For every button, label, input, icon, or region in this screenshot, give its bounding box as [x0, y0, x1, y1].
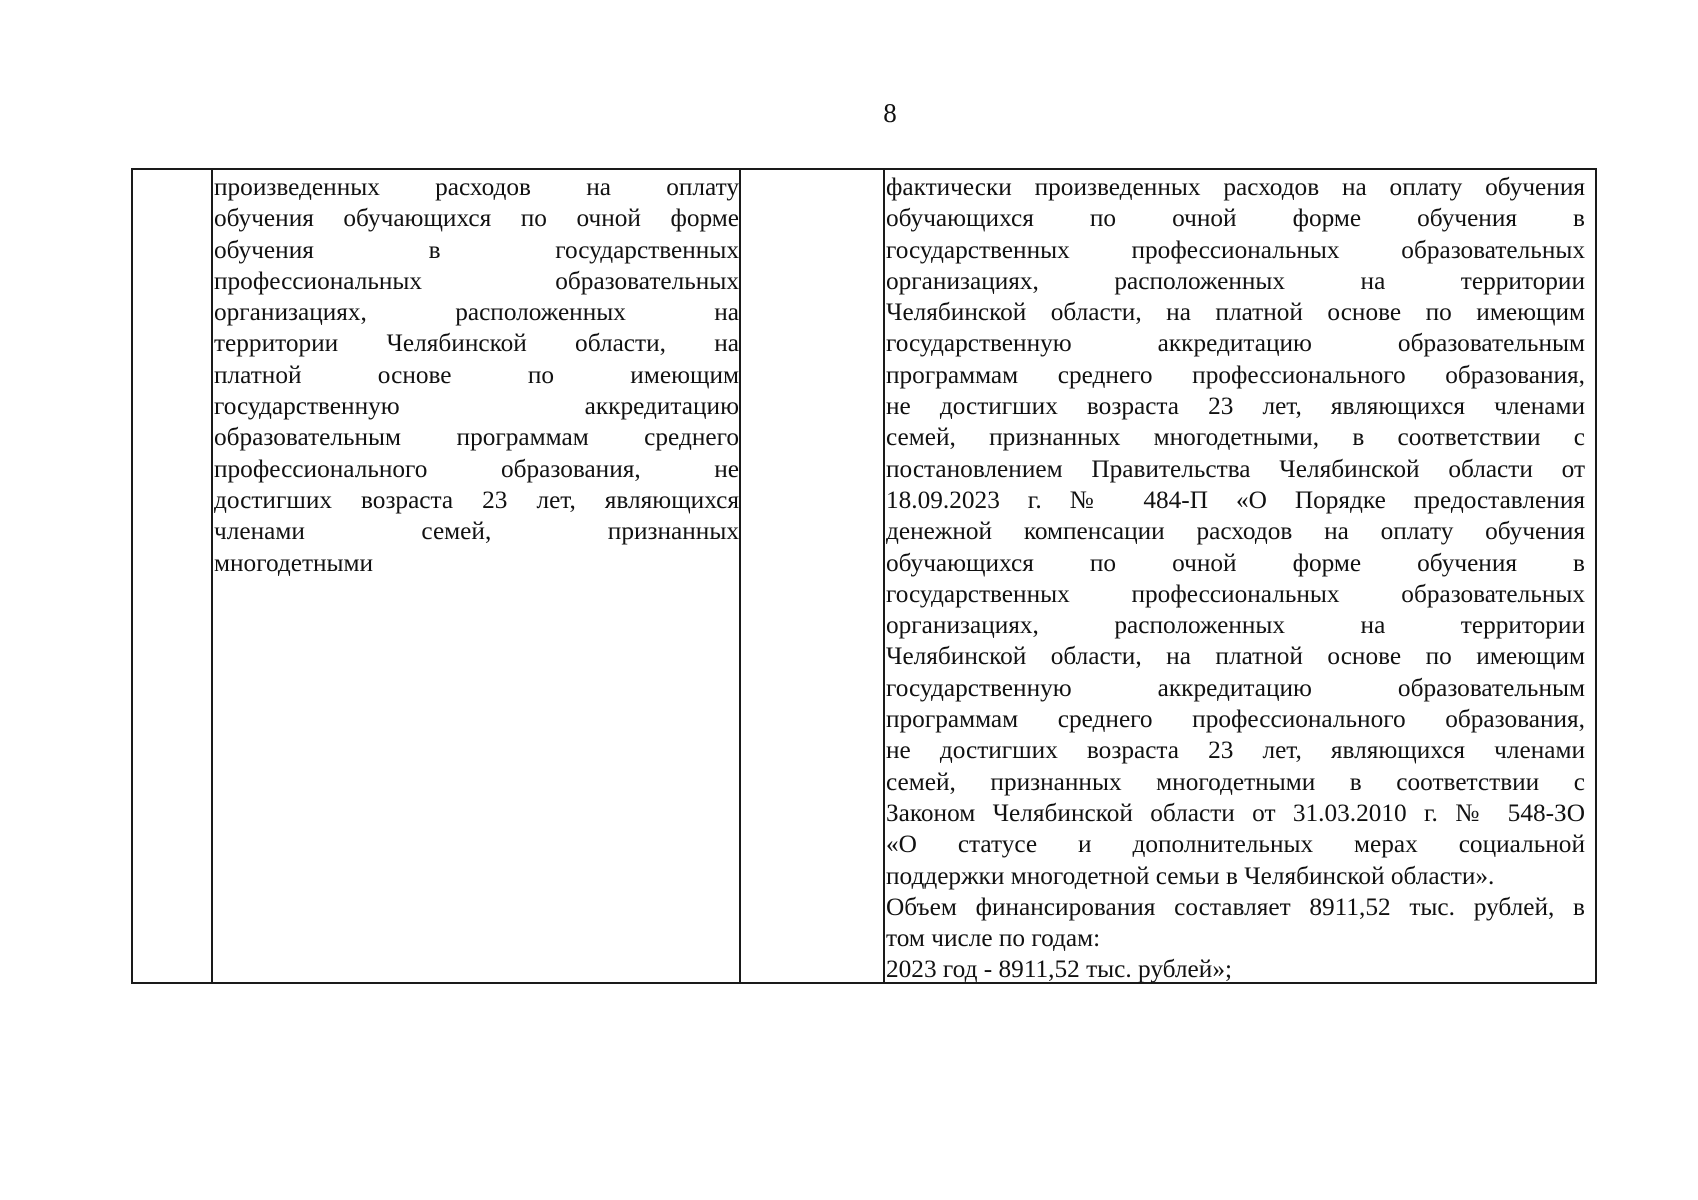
- text-line: профессионального образования, не: [214, 454, 739, 483]
- text-line: организациях, расположенных на территории: [886, 611, 1585, 640]
- table-cell-description: [213, 170, 741, 982]
- table-cell-empty: [741, 170, 885, 982]
- text-line: Челябинской области, на платной основе по имеющим: [886, 298, 1585, 327]
- text-line: денежной компенсации расходов на оплату обучения: [886, 517, 1585, 546]
- text-line: обучающихся по очной форме обучения в: [886, 204, 1585, 233]
- text-line: поддержки многодетной семьи в Челябинской области».: [886, 861, 1495, 890]
- text-line: не достигших возраста 23 лет, являющихся членами: [886, 736, 1585, 765]
- table-cell-number: [133, 170, 213, 982]
- text-line: «О статусе и дополнительных мерах социальной: [886, 830, 1585, 859]
- description-text: [213, 170, 739, 579]
- text-line: 18.09.2023 г. № 484-П «О Порядке предоставления: [886, 485, 1585, 514]
- text-line: организациях, расположенных на: [214, 298, 739, 327]
- text-line: Законом Челябинской области от 31.03.2010 г. № 548-ЗО: [886, 798, 1585, 827]
- text-line: постановлением Правительства Челябинской области от: [886, 454, 1585, 483]
- table-cell-details: [885, 170, 1595, 982]
- text-line: территории Челябинской области, на: [214, 329, 739, 358]
- document-table: [131, 168, 1597, 984]
- page-number: 8: [883, 98, 897, 128]
- text-line: многодетными: [214, 548, 374, 577]
- text-line: государственную аккредитацию образовательным: [886, 329, 1585, 358]
- text-line: достигших возраста 23 лет, являющихся: [214, 485, 739, 514]
- text-line: государственных профессиональных образовательных: [886, 579, 1585, 608]
- text-line: Челябинской области, на платной основе по имеющим: [886, 642, 1585, 671]
- text-line: обучения обучающихся по очной форме: [214, 204, 739, 233]
- text-line: членами семей, признанных: [214, 517, 739, 546]
- text-line: 2023 год - 8911,52 тыс. рублей»;: [886, 955, 1232, 984]
- details-text: [885, 170, 1595, 986]
- text-line: программам среднего профессионального образования,: [886, 705, 1585, 734]
- text-line: семей, признанных многодетными, в соответствии с: [886, 423, 1585, 452]
- text-line: платной основе по имеющим: [214, 360, 739, 389]
- text-line: обучающихся по очной форме обучения в: [886, 548, 1585, 577]
- text-line: государственных профессиональных образовательных: [886, 235, 1585, 264]
- text-line: Объем финансирования составляет 8911,52 тыс. рублей, в: [886, 892, 1585, 921]
- text-line: произведенных расходов на оплату: [214, 173, 739, 201]
- text-line: профессиональных образовательных: [214, 266, 739, 295]
- text-line: государственную аккредитацию: [214, 392, 739, 421]
- text-line: организациях, расположенных на территории: [886, 266, 1585, 295]
- text-line: фактически произведенных расходов на оплату обучения: [886, 173, 1585, 201]
- text-line: том числе по годам:: [886, 924, 1101, 953]
- text-line: не достигших возраста 23 лет, являющихся членами: [886, 392, 1585, 421]
- text-line: программам среднего профессионального образования,: [886, 360, 1585, 389]
- text-line: образовательным программам среднего: [214, 423, 739, 452]
- text-line: государственную аккредитацию образовательным: [886, 673, 1585, 702]
- text-line: семей, признанных многодетными в соответствии с: [886, 767, 1585, 796]
- text-line: обучения в государственных: [214, 235, 739, 264]
